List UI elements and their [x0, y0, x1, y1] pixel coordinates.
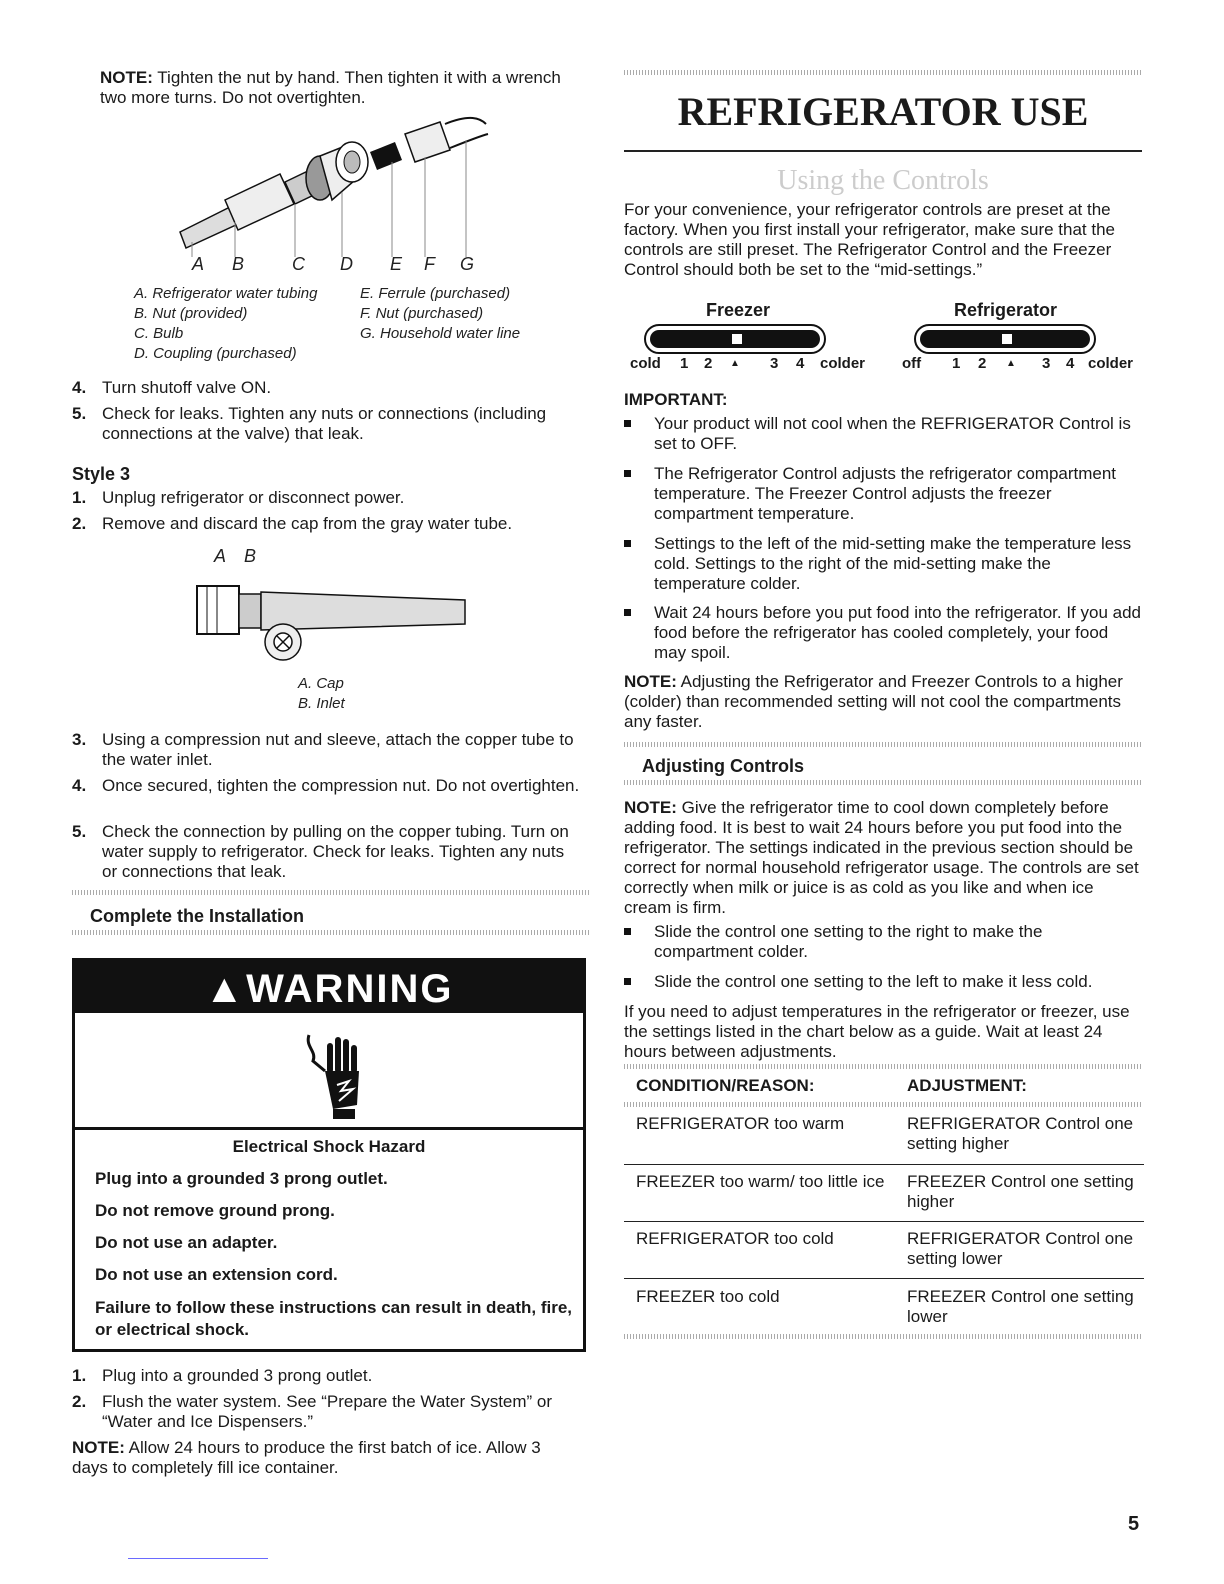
note-ice: NOTE: Allow 24 hours to produce the first batch of ice. Allow 3 days to completely fill ice container. — [72, 1438, 541, 1477]
table-header-rule — [624, 1102, 1142, 1107]
warning-line: Do not remove ground prong. — [95, 1201, 335, 1220]
warning-divider — [75, 1127, 583, 1130]
controls-intro: For your convenience, your refrigerator controls are preset at the factory. When you first install your refrigerator, make sure that the controls are still preset. The Refrigerator Control and the Freezer Control should both be set to the “mid-settings.” — [624, 200, 1115, 279]
table-row: FREEZER too warm/ too little ice FREEZER Control one setting higher — [624, 1172, 1144, 1222]
note-tighten: NOTE: Tighten the nut by hand. Then tighten it with a wrench two more turns. Do not overtighten. — [100, 68, 561, 107]
warning-box — [72, 958, 586, 1352]
figure1-captions-right: E. Ferrule (purchased) F. Nut (purchased) G. Household water line — [360, 285, 521, 342]
warning-line: Do not use an adapter. — [95, 1233, 278, 1252]
section-title: REFRIGERATOR USE — [677, 89, 1089, 134]
freezer-label: Freezer — [706, 300, 771, 320]
freezer-control-slider[interactable] — [644, 324, 826, 354]
table-bottom-rule — [624, 1334, 1142, 1339]
hazard-title: Electrical Shock Hazard — [232, 1137, 426, 1156]
warning-line: Do not use an extension cord. — [95, 1265, 338, 1284]
divider — [624, 742, 1142, 747]
important-label: IMPORTANT: — [624, 390, 728, 409]
table-row: REFRIGERATOR too cold REFRIGERATOR Control one setting lower — [624, 1229, 1144, 1279]
warning-line: Plug into a grounded 3 prong outlet. — [95, 1169, 388, 1188]
divider — [72, 890, 590, 895]
cap-inlet-figure — [195, 572, 475, 672]
refrigerator-label: Refrigerator — [954, 300, 1058, 320]
figure1-captions-left: A. Refrigerator water tubing B. Nut (provided) C. Bulb D. Coupling (purchased) — [134, 285, 318, 362]
figure2-captions: A. Cap B. Inlet — [298, 675, 345, 712]
warning-line: Failure to follow these instructions can result in death, fire, or electrical shock. — [95, 1298, 573, 1339]
warning-triangle-icon: ▲ — [204, 967, 247, 1011]
table-header-condition: CONDITION/REASON: — [636, 1076, 815, 1095]
table-top-rule — [624, 1064, 1142, 1069]
table-row: FREEZER too cold FREEZER Control one setting lower — [636, 1287, 1134, 1326]
electric-shock-hand-icon — [303, 1027, 367, 1123]
divider — [624, 150, 1142, 152]
compression-fitting-figure — [170, 112, 490, 272]
controls-figure: Freezer Refrigerator cold 1 2 ▲ 3 4 colder off 1 2 ▲ 3 4 colder — [630, 300, 1134, 372]
adjust-intro: If you need to adjust temperatures in the refrigerator or freezer, use the settings listed in the chart below as a guide. Wait at least 24 hours between adjustments. — [624, 1002, 1130, 1061]
divider — [624, 70, 1142, 75]
footer-line — [128, 1558, 268, 1559]
page-number: 5 — [1128, 1513, 1140, 1535]
table-header-adjustment: ADJUSTMENT: — [907, 1076, 1027, 1095]
subsection-title: Using the Controls — [777, 165, 989, 196]
table-row: REFRIGERATOR too warm REFRIGERATOR Control one setting higher — [624, 1114, 1144, 1165]
warning-header: ▲WARNING — [75, 961, 583, 1013]
adjusting-controls-heading: Adjusting Controls — [642, 756, 804, 776]
style3-heading: Style 3 — [72, 464, 131, 484]
divider — [624, 780, 1142, 785]
divider — [72, 930, 590, 935]
complete-installation-heading: Complete the Installation — [90, 906, 305, 926]
note-cool-down: NOTE: Give the refrigerator time to cool down completely before adding food. It is best to wait 24 hours before you put food into the refrigerator. The settings indicated in the previous section should be correct for normal household refrigerator usage. The controls are set correctly when milk or juice is as cold as you like and when ice cream is firm. — [624, 798, 1139, 917]
refrigerator-control-slider[interactable] — [914, 324, 1096, 354]
note-colder-setting: NOTE: Adjusting the Refrigerator and Freezer Controls to a higher (colder) than recommended setting will not cool the compartments any faster. — [624, 672, 1123, 731]
